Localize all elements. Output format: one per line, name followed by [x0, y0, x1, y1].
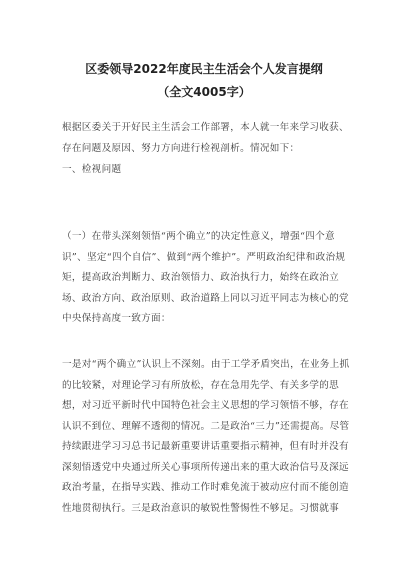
document-title: 区委领导2022年度民主生活会个人发言提纲 — [85, 62, 323, 76]
section-heading: 一、检视问题 — [62, 164, 122, 175]
document-subtitle: （全文4005字） — [157, 85, 251, 99]
body-paragraph: 一是对“两个确立”认识上不深刻。由于工学矛盾突出，在业务上抓的比较紧，对理论学习有所放松，存在急用先学、有关多学的思想，对习近平新时代中国特色社会主义思想的学习领悟不够，存在认识不到位、理解不透彻的情况。二是政治“三力”还需提高。尽管持续跟进学习习总书记最新重要讲话重要指示精神，但有时并没有深刻悟透党中央通过所关心事项所传递出来的重大政治信号及深远政治考量，在指导实践、推动工作时难免流于被动应付而不能创造性地贯彻执行。三是政治意识的敏锐性警惕性不够足。习惯就事 — [62, 359, 350, 514]
subsection-paragraph: （一）在带头深刻领悟“两个确立”的决定性意义，增强“四个意识”、坚定“四个自信”、做到“两个维护”。严明政治纪律和政治规矩，提高政治判断力、政治领悟力、政治执行力，始终在政治立场、政治方向、政治原则、政治道路上同以习近平同志为核心的党中央保持高度一致方面： — [62, 231, 349, 324]
intro-paragraph: 根据区委关于开好民主生活会工作部署，本人就一年来学习收获、存在问题及原因、努力方向进行检视剖析。情况如下： — [62, 122, 349, 154]
